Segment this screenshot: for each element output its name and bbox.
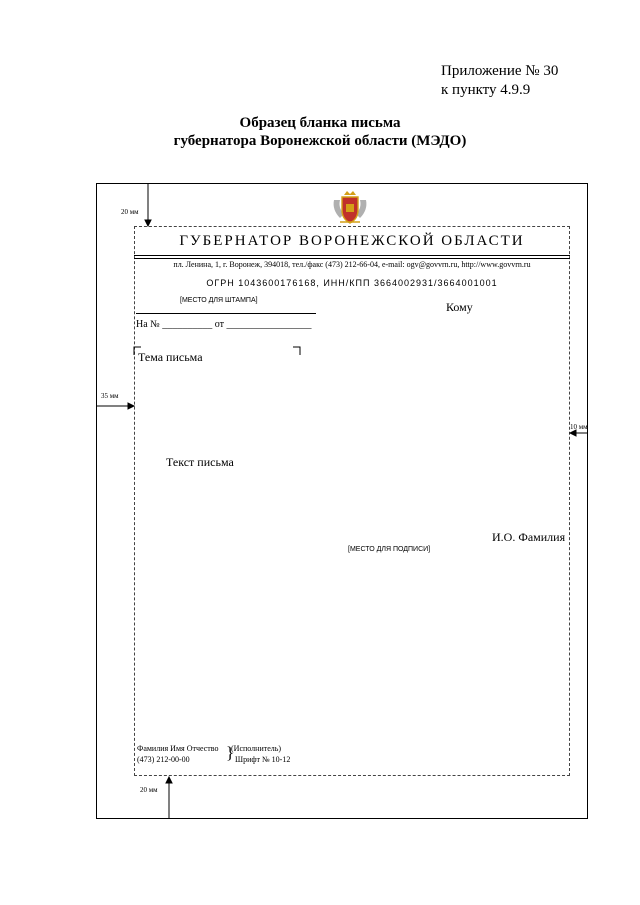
left-margin-arrowhead <box>128 403 134 409</box>
subject-bracket-right <box>293 347 300 355</box>
bottom-margin-label: 20 мм <box>140 786 158 794</box>
executor-name: Фамилия Имя Отчество <box>137 744 219 753</box>
organization-registration: ОГРН 1043600176168, ИНН/КПП 3664002931/3664001001 <box>206 278 498 288</box>
recipient-label: Кому <box>446 300 473 314</box>
left-margin-label: 35 мм <box>101 392 119 400</box>
executor-font: Шрифт № 10-12 <box>235 755 291 764</box>
signatory-name: И.О. Фамилия <box>492 530 566 544</box>
document-title-line1: Образец бланка письма <box>239 115 401 131</box>
letterhead-rule-top <box>134 255 570 256</box>
right-margin-label: 10 мм <box>570 423 588 431</box>
stamp-line <box>136 313 316 314</box>
appendix-clause: к пункту 4.9.9 <box>441 82 531 98</box>
executor-block <box>137 743 219 765</box>
letterhead-rule-bottom <box>134 258 570 259</box>
executor-note <box>231 743 290 765</box>
voronezh-coat-of-arms-icon <box>330 190 370 226</box>
bottom-margin-arrowhead <box>166 777 172 783</box>
organization-address: пл. Ленина, 1, г. Воронеж, 394018, тел./факс (473) 212-66-04, e-mail: ogv@govvrn.ru, http://www.govvrn.ru <box>173 260 531 269</box>
letter-subject: Тема письма <box>138 350 203 364</box>
top-margin-label: 20 мм <box>121 208 139 216</box>
letter-body: Текст письма <box>166 455 234 469</box>
document-title-line2: губернатора Воронежской области (МЭДО) <box>173 133 467 149</box>
signature-placeholder: [МЕСТО ДЛЯ ПОДПИСИ] <box>348 546 431 553</box>
appendix-number: Приложение № 30 <box>441 63 559 79</box>
top-margin-arrowhead <box>145 220 151 226</box>
executor-role: (Исполнитель) <box>231 744 282 753</box>
reference-number-line: На № __________ от _________________ <box>136 319 312 330</box>
organization-name: ГУБЕРНАТОР ВОРОНЕЖСКОЙ ОБЛАСТИ <box>179 233 525 249</box>
executor-phone: (473) 212-00-00 <box>137 755 190 764</box>
executor-brace: } <box>226 743 235 762</box>
stamp-placeholder: [МЕСТО ДЛЯ ШТАМПА] <box>180 297 258 304</box>
